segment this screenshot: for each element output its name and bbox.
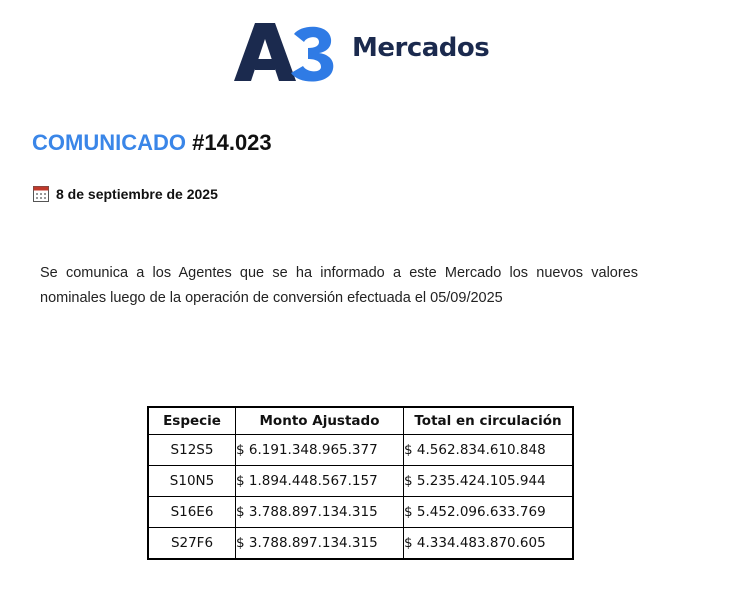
cell-especie: S27F6 bbox=[148, 528, 236, 560]
title-word: COMUNICADO bbox=[32, 130, 186, 155]
calendar-icon bbox=[33, 185, 49, 202]
table-row bbox=[148, 497, 573, 528]
header-monto-ajustado: Monto Ajustado bbox=[236, 407, 404, 435]
cell-monto: $ 1.894.448.567.157 bbox=[236, 466, 404, 497]
cell-total: $ 4.334.483.870.605 bbox=[404, 528, 574, 560]
header-total-circulacion: Total en circulación bbox=[404, 407, 574, 435]
cell-total: $ 5.452.096.633.769 bbox=[404, 497, 574, 528]
brand-logo bbox=[231, 20, 489, 84]
date-line bbox=[33, 185, 218, 202]
cell-especie: S10N5 bbox=[148, 466, 236, 497]
table-header-row bbox=[148, 407, 573, 435]
announcement-body: Se comunica a los Agentes que se ha informado a este Mercado los nuevos valores nominales luego de la operación de conversión efectuada el 05/09/2025 bbox=[40, 265, 638, 306]
logo-wordmark: Mercados bbox=[352, 33, 490, 63]
page-title bbox=[32, 130, 272, 156]
cell-monto: $ 3.788.897.134.315 bbox=[236, 497, 404, 528]
cell-especie: S12S5 bbox=[148, 435, 236, 466]
title-number: #14.023 bbox=[192, 130, 272, 155]
table-row bbox=[148, 435, 573, 466]
header-especie: Especie bbox=[148, 407, 236, 435]
cell-monto: $ 6.191.348.965.377 bbox=[236, 435, 404, 466]
table-row bbox=[148, 466, 573, 497]
date-text: 8 de septiembre de 2025 bbox=[56, 185, 218, 202]
table-row bbox=[148, 528, 573, 560]
a3-logo-mark bbox=[231, 21, 341, 83]
cell-total: $ 4.562.834.610.848 bbox=[404, 435, 574, 466]
cell-total: $ 5.235.424.105.944 bbox=[404, 466, 574, 497]
cell-especie: S16E6 bbox=[148, 497, 236, 528]
conversion-table bbox=[147, 406, 574, 560]
cell-monto: $ 3.788.897.134.315 bbox=[236, 528, 404, 560]
